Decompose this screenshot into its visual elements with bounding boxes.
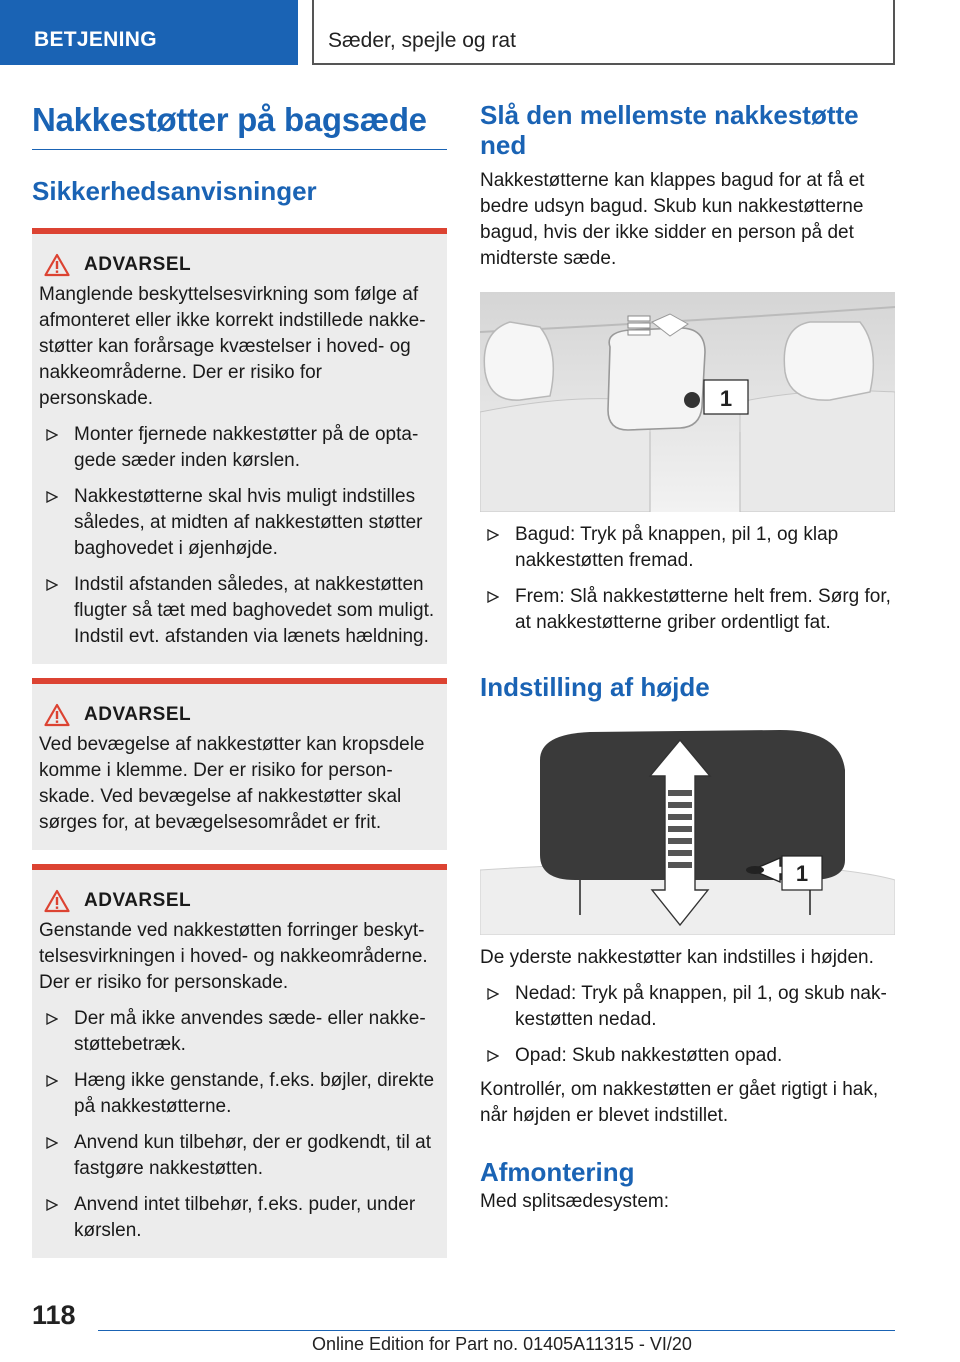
- footer-rule: [98, 1330, 895, 1331]
- warning-title: ADVARSEL: [84, 890, 192, 911]
- bullet-arrow-icon: [46, 579, 58, 591]
- list-item: Nedad: Tryk på knappen, pil 1, og skub nakkestøtten nedad.: [480, 981, 895, 1033]
- list-item: Monter fjernede nakkestøtter på de optagede sæder inden kørslen.: [39, 422, 439, 474]
- bullet-arrow-icon: [46, 1199, 58, 1211]
- page-number: 118: [32, 1300, 76, 1330]
- warning-triangle-icon: [44, 889, 70, 913]
- callout-label: 1: [719, 386, 733, 411]
- fold-headrest-illustration: [480, 292, 895, 512]
- warning-triangle-icon: [44, 703, 70, 727]
- warning-text: Genstande ved nakkestøtten forringer beskyttelsesvirkningen i hoved- og nakkeområderne. Der er risiko for personskade.: [39, 920, 428, 993]
- bullet-arrow-icon: [46, 1013, 58, 1025]
- warning-box: [32, 678, 447, 850]
- bullet-arrow-icon: [487, 1050, 499, 1062]
- warning-box: [32, 228, 447, 664]
- callout-label: 1: [795, 861, 809, 886]
- remove-heading: Afmontering: [480, 1157, 635, 1187]
- safety-heading: Sikkerhedsanvisninger: [32, 176, 317, 206]
- edition-text: Online Edition for Part no. 01405A11315 - VI/20: [312, 1334, 692, 1354]
- bullet-arrow-icon: [46, 1137, 58, 1149]
- bullet-arrow-icon: [46, 491, 58, 503]
- bullet-arrow-icon: [487, 591, 499, 603]
- fold-heading: Slå den mellemste nakkestøtte ned: [480, 100, 859, 160]
- bullet-arrow-icon: [487, 529, 499, 541]
- list-item: Indstil afstanden således, at nakkestøtten flugter så tæt med baghovedet som muligt. Indstil evt. afstanden via lænets hældning.: [39, 572, 439, 650]
- list-item: Der må ikke anvendes sæde- eller nakkestøttebetræk.: [39, 1006, 439, 1058]
- list-item: Nakkestøtterne skal hvis muligt indstilles således, at midten af nakkestøtten støtter baghovedet i øjenhøjde.: [39, 484, 439, 562]
- page-title: Nakkestøtter på bagsæde: [32, 101, 427, 138]
- height-text: De yderste nakkestøtter kan indstilles i højden.: [480, 947, 874, 968]
- fold-text: Nakkestøtterne kan klappes bagud for at få et bedre udsyn bagud. Skub kun nakkestøtterne bagud, hvis der ikke sidder en person på det midterste sæde.: [480, 170, 865, 269]
- list-item: Frem: Slå nakkestøtterne helt frem. Sørg for, at nakkestøtterne griber ordentligt fat.: [480, 584, 895, 636]
- warning-triangle-icon: [44, 253, 70, 277]
- warning-list: [39, 422, 439, 650]
- left-column: [32, 100, 447, 1258]
- title-rule: [32, 149, 447, 150]
- warning-title: ADVARSEL: [84, 254, 192, 275]
- bullet-arrow-icon: [46, 1075, 58, 1087]
- list-item: Hæng ikke genstande, f.eks. bøjler, direkte på nakkestøtterne.: [39, 1068, 439, 1120]
- chapter-label: Sæder, spejle og rat: [328, 29, 516, 52]
- warning-title: ADVARSEL: [84, 704, 192, 725]
- warning-text: Manglende beskyttelsesvirkning som følge af afmonteret eller ikke korrekt indstillede nakkestøtter kan forårsage kvæstelser i hoved- og nakkeområderne. Der er risiko for personskade.: [39, 284, 426, 409]
- remove-text: Med splitsædesystem:: [480, 1191, 670, 1212]
- height-steps: [480, 981, 895, 1069]
- section-label: BETJENING: [34, 28, 157, 51]
- warning-box: [32, 864, 447, 1258]
- rear-seat-headrest-image: [480, 292, 895, 512]
- warning-text: Ved bevægelse af nakkestøtter kan kropsdele komme i klemme. Der er risiko for personskade. Ved bevægelse af nakkestøtter skal sørges for, at bevægelsesområdet er frit.: [39, 734, 425, 833]
- list-item: Bagud: Tryk på knappen, pil 1, og klap nakkestøtten fremad.: [480, 522, 895, 574]
- height-adjust-illustration: [480, 720, 895, 935]
- warning-list: [39, 1006, 439, 1244]
- list-item: Anvend kun tilbehør, der er godkendt, til at fastgøre nakkestøtten.: [39, 1130, 439, 1182]
- chapter-tab: [312, 0, 895, 65]
- headrest-height-image: [480, 720, 895, 935]
- bullet-arrow-icon: [487, 988, 499, 1000]
- list-item: Opad: Skub nakkestøtten opad.: [480, 1043, 895, 1069]
- list-item: Anvend intet tilbehør, f.eks. puder, under kørslen.: [39, 1192, 439, 1244]
- section-tab: [0, 0, 298, 65]
- bullet-arrow-icon: [46, 429, 58, 441]
- height-note: Kontrollér, om nakkestøtten er gået rigtigt i hak, når højden er blevet indstillet.: [480, 1079, 879, 1126]
- height-heading: Indstilling af højde: [480, 672, 710, 702]
- right-column: [480, 100, 895, 1215]
- fold-steps: [480, 522, 895, 636]
